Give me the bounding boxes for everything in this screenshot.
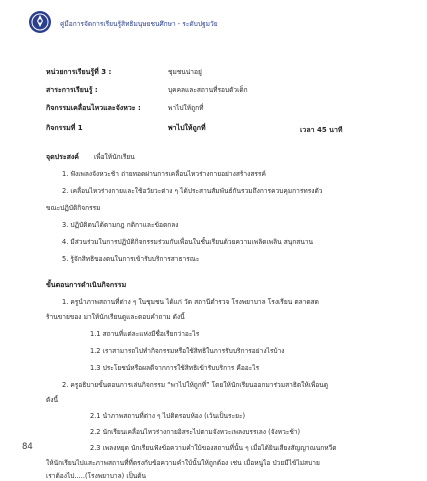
step-line: ดังนี้ bbox=[46, 396, 59, 404]
step-line: 2.2 นักเรียนเคลื่อนไหวร่างกายอิสระไปตามจังหวะเพลงบรรเลง (จังหวะช้า) bbox=[90, 428, 301, 436]
step-line: 1.1 สถานที่แต่ละแห่งมีชื่อเรียกว่าอะไร bbox=[90, 330, 200, 338]
step-line: 2.1 นำภาพสถานที่ต่าง ๆ ไปติดรอบห้อง (เว้นเป็นระยะ) bbox=[90, 412, 246, 420]
step-line: 2.3 เพลงหยุด นักเรียนฟังข้อความคำใบ้ของสถานที่นั้น ๆ เมื่อได้ยินเสียงสัญญาณนกหวีด bbox=[90, 444, 337, 452]
activity-number-value: พาไปให้ถูกที่ bbox=[168, 124, 206, 132]
objective-item-continuation: ขณะปฏิบัติกิจกรรม bbox=[46, 204, 101, 212]
activity-number-label: กิจกรรมที่ 1 bbox=[46, 124, 83, 132]
step-line: 2. ครูอธิบายขั้นตอนการเล่นกิจกรรม “พาไปให้ถูกที่” โดยให้นักเรียนออกมาร่วมสาธิตให้เพื่อนดู bbox=[62, 381, 329, 389]
activity-type-label: กิจกรรมเคลื่อนไหวและจังหวะ : bbox=[46, 104, 141, 112]
activity-type-value: พาไปให้ถูกที่ bbox=[168, 104, 204, 112]
page-number: 84 bbox=[22, 442, 33, 452]
content-value: บุคคลและสถานที่รอบตัวเด็ก bbox=[168, 86, 248, 94]
header-title: คู่มือการจัดการเรียนรู้สิทธิมนุษยชนศึกษา - ระดับปฐมวัย bbox=[60, 20, 218, 28]
step-line: ให้นักเรียนไปแสะภาพสถานที่ที่ตรงกับข้อความคำใบ้นั้นให้ถูกต้อง เช่น เมื่อหนูไอ ป่วยมีไข้ไม่สบาย bbox=[46, 459, 320, 467]
objective-item: 4. มีส่วนร่วมในการปฏิบัติกิจกรรมร่วมกับเพื่อนในชั้นเรียนด้วยความเพลิดเพลิน สนุกสนาน bbox=[62, 238, 314, 246]
steps-heading: ขั้นตอนการดำเนินกิจกรรม bbox=[46, 281, 127, 289]
page-header bbox=[20, 6, 410, 40]
objective-item: 5. รู้จักสิทธิของตนในการเข้ารับบริการสาธารณะ bbox=[62, 255, 200, 263]
objective-item: 1. ฟังเพลงจังหวะช้า ถ่ายทอดผ่านการเคลื่อนไหวร่างกายอย่างสร้างสรรค์ bbox=[62, 170, 266, 178]
unit-label: หน่วยการเรียนรู้ที่ 3 : bbox=[46, 68, 112, 76]
step-line: 1. ครูนำภาพสถานที่ต่าง ๆ ในชุมชน ได้แก่ วัด สถานีตำรวจ โรงพยาบาล โรงเรียน ตลาดสด bbox=[62, 298, 319, 306]
objectives-intro: เพื่อให้นักเรียน bbox=[94, 153, 135, 161]
step-line: 1.3 ประโยชน์หรือผลดีจากการใช้สิทธิเข้ารับบริการ คืออะไร bbox=[90, 364, 260, 372]
objectives-heading: จุดประสงค์ bbox=[46, 153, 79, 161]
unit-value: ชุมชนน่าอยู่ bbox=[168, 68, 202, 76]
school-crest-logo bbox=[28, 10, 52, 34]
objective-item: 3. ปฏิบัติตนได้ตามกฎ กติกาและข้อตกลง bbox=[62, 221, 179, 229]
objective-item: 2. เคลื่อนไหวร่างกายและใช้อวัยวะต่าง ๆ ได้ประสานสัมพันธ์กันรวมถึงการควบคุมการทรงตัว bbox=[62, 187, 323, 195]
content-label: สาระการเรียนรู้ : bbox=[46, 86, 98, 94]
step-line: 1.2 เราสามารถไปทำกิจกรรมหรือใช้สิทธิในการรับบริการอย่างไรบ้าง bbox=[90, 347, 285, 355]
duration-text: เวลา 45 นาที bbox=[300, 126, 343, 134]
step-line: ร้านขายของ มาให้นักเรียนดูและตอบคำถาม ดังนี้ bbox=[46, 313, 185, 321]
step-line: เราต้องไป.....(โรงพยาบาล) เป็นต้น bbox=[46, 472, 147, 480]
